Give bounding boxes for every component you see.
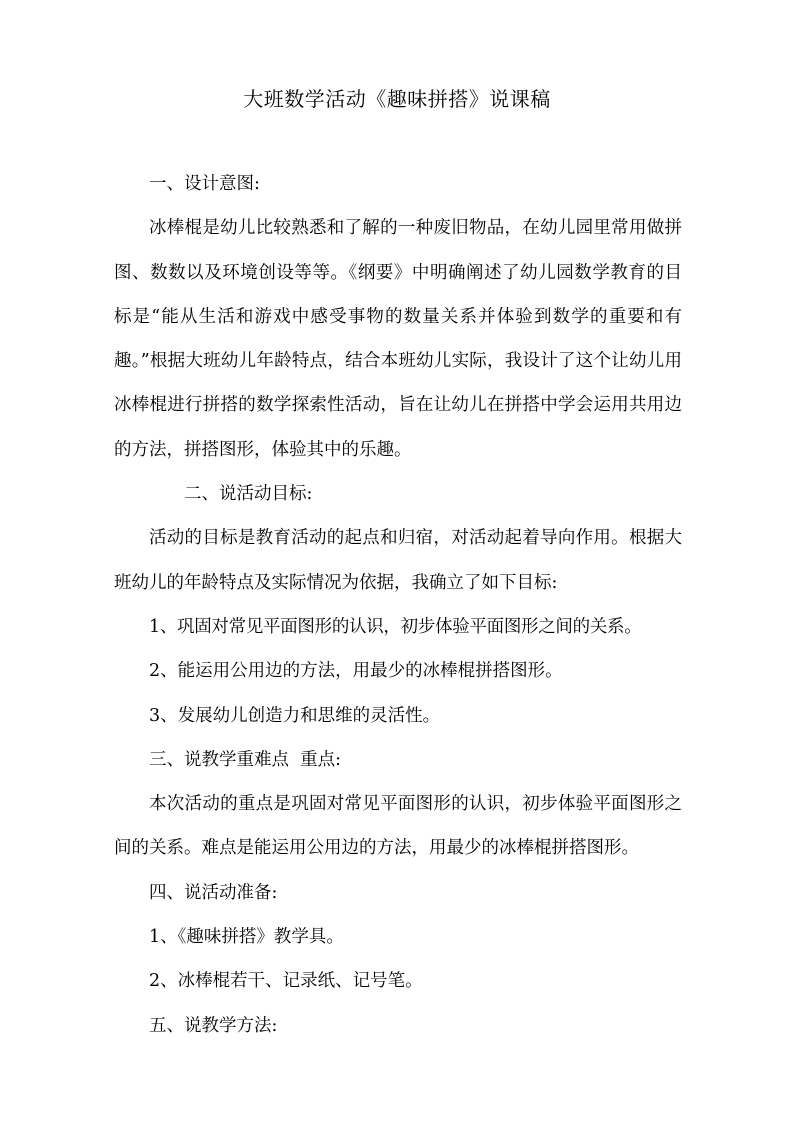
document-body bbox=[114, 162, 682, 1048]
preparation-item-2: 2、冰棒棍若干、记录纸、记号笔。 bbox=[149, 971, 423, 992]
goal-item-1: 1、巩固对常见平面图形的认识，初步体验平面图形之间的关系。 bbox=[149, 616, 642, 637]
paragraph-design-intent: 冰棒棍是幼儿比较熟悉和了解的一种废旧物品，在幼儿园里常用做拼图、数数以及环境创设等等。《纲要》中明确阐述了幼儿园数学教育的目标是“能从生活和游戏中感受事物的数量关系并体验到数学的重要和有趣。”根据大班幼儿年龄特点，结合本班幼儿实际，我设计了这个让幼儿用冰棒棍进行拼搭的数学探索性活动，旨在让幼儿在拼搭中学会运用共用边的方法，拼搭图形，体验其中的乐趣。 bbox=[114, 218, 682, 460]
section-heading-preparation: 四、说活动准备: bbox=[149, 882, 278, 903]
section-heading-activity-goals: 二、说活动目标: bbox=[184, 484, 313, 505]
section-heading-design-intent: 一、设计意图: bbox=[149, 174, 260, 194]
paragraph-activity-goals: 活动的目标是教育活动的起点和归宿，对活动起着导向作用。根据大班幼儿的年龄特点及实际情况为依据，我确立了如下目标: bbox=[114, 528, 682, 593]
section-heading-teaching-methods: 五、说教学方法: bbox=[149, 1015, 278, 1036]
goal-item-2: 2、能运用公用边的方法，用最少的冰棒棍拼搭图形。 bbox=[149, 661, 563, 682]
goal-item-3: 3、发展幼儿创造力和思维的灵活性。 bbox=[149, 705, 441, 726]
document-title: 大班数学活动《趣味拼搭》说课稿 bbox=[243, 87, 551, 111]
section-heading-key-points: 三、说教学重难点 重点: bbox=[149, 749, 342, 770]
preparation-item-1: 1、《趣味拼搭》教学具。 bbox=[149, 927, 344, 948]
paragraph-key-points: 本次活动的重点是巩固对常见平面图形的认识，初步体验平面图形之间的关系。难点是能运用公用边的方法，用最少的冰棒棍拼搭图形。 bbox=[114, 794, 682, 859]
